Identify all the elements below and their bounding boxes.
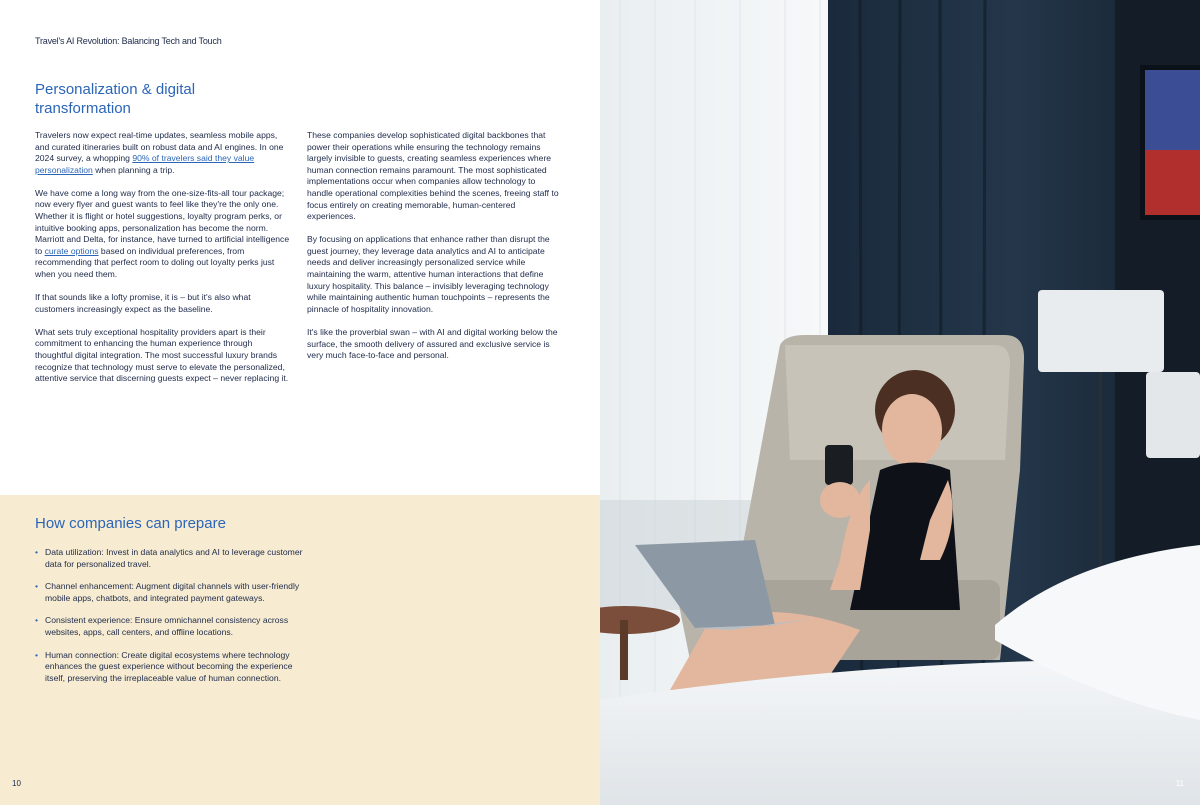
paragraph: It's like the proverbial swan – with AI and digital working below the surface, the smooth delivery of assured and exclusive service is very much face-to-face and personal. <box>307 326 558 361</box>
text-span: We have come a long way from the one-size-fits-all tour package; now every flyer and guest wants to feel like they're the only one. Whether it is flight or hotel suggestions, loyalty program perks, or intuitive booking apps, personalization has become the norm. Marriott and Delta, for instance, have turned to artificial intelligence to <box>35 187 290 256</box>
floor-lamp <box>1038 290 1164 372</box>
paragraph: By focusing on applications that enhance rather than disrupt the guest journey, they leverage data analytics and AI to anticipate needs and deliver increasingly personalized service while maintaining the warm, attentive human interactions that define luxury hospitality. This balance – invisibly leveraging technology while maintaining authentic human touchpoints – represents the pinnacle of hospitality innovation. <box>307 234 550 314</box>
right-text-column <box>307 130 563 373</box>
running-header: Travel's AI Revolution: Balancing Tech and Touch <box>35 36 222 46</box>
hotel-room-photo <box>600 0 1200 805</box>
page-number-right: 11 <box>1175 779 1184 788</box>
bullet-icon: • <box>35 547 39 557</box>
paragraph: If that sounds like a lofty promise, it is – but it's also what customers increasingly expect as the baseline. <box>35 292 251 314</box>
list-item-text: Human connection: Create digital ecosystems where technology enhances the guest experience without becoming the experience itself, preserving the irreplaceable value of human connection. <box>45 649 293 683</box>
bullet-icon: • <box>35 649 39 660</box>
list-item-text: Consistent experience: Ensure omnichannel consistency across websites, apps, call centers, and offline locations. <box>45 615 289 637</box>
curate-options-link[interactable]: curate options <box>44 245 99 256</box>
list-item <box>35 581 305 604</box>
text-span: based on individual preferences, from recommending that perfect room to doling out loyalty perks just when you need them. <box>35 245 275 280</box>
photo-illustration <box>600 0 1200 805</box>
list-item <box>35 650 305 685</box>
paragraph <box>35 188 291 281</box>
bullet-icon: • <box>35 615 39 626</box>
personalization-survey-link[interactable]: 90% of travelers said they value personalization <box>35 153 255 175</box>
paragraph: These companies develop sophisticated digital backbones that power their operations while ensuring the technology remains largely invisible to guests, creating seamless experiences where human connection remains paramount. The most sophisticated implementations occur when companies allow technology to handle operational complexities behind the scenes, freeing staff to focus entirely on creating memorable, human-centered experiences. <box>307 130 559 222</box>
list-item <box>35 615 305 638</box>
text-span: when planning a trip. <box>92 164 175 175</box>
page-number-left: 10 <box>12 779 21 788</box>
paragraph <box>35 130 291 176</box>
text-span: Travelers now expect real-time updates, seamless mobile apps, and curated itineraries built on robust data and AI engines. In one 2024 survey, a whopping <box>35 130 284 164</box>
paragraph: What sets truly exceptional hospitality providers apart is their commitment to enhancing the human experience through thoughtful digital integration. The most successful luxury brands recognize that technology must serve to elevate the personalized, attentive service that discerning guests expect – never replacing it. <box>35 326 289 384</box>
bullet-icon: • <box>35 581 39 592</box>
prepare-callout-box <box>0 495 600 805</box>
prepare-title: How companies can prepare <box>35 515 226 532</box>
left-text-column <box>35 130 291 396</box>
section-title: Personalization & digital transformation <box>35 81 196 117</box>
prepare-list <box>35 547 305 695</box>
list-item <box>35 547 305 570</box>
list-item-text: Channel enhancement: Augment digital channels with user-friendly mobile apps, chatbots, and integrated payment gateways. <box>45 581 300 603</box>
list-item-text: Data utilization: Invest in data analytics and AI to leverage customer data for personalized travel. <box>45 547 303 569</box>
